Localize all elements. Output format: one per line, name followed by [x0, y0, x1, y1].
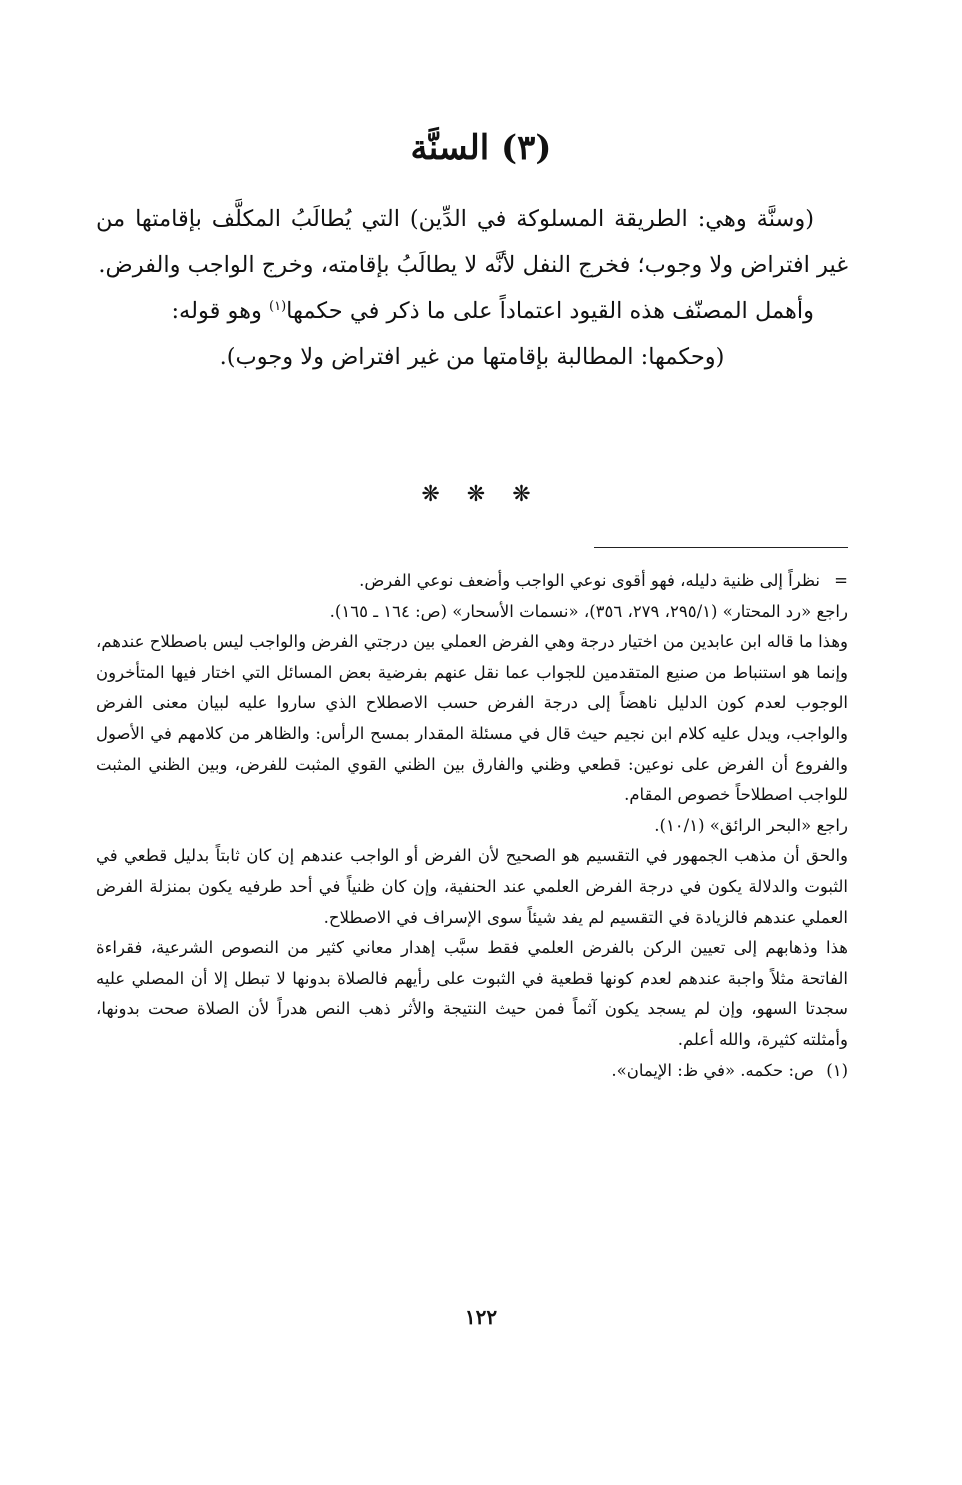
continuation-mark: =	[834, 571, 848, 590]
footnote-1-text: ص: حكمه. «في ظ: الإيمان».	[611, 1060, 814, 1080]
main-text	[96, 196, 848, 380]
footnote-line: راجع «البحر الرائق» (١٠/١).	[654, 815, 848, 835]
main-paragraph-3: (وحكمها: المطالبة بإقامتها من غير افتراض ولا وجوب).	[219, 344, 725, 370]
footnote-reference[interactable]: (١)	[269, 299, 287, 314]
paragraph-2-text: وأهمل المصنّف هذه القيود اعتماداً على ما ذكر في حكمها	[286, 298, 814, 324]
paragraph-2-tail: وهو قوله:	[171, 298, 269, 324]
footnotes	[96, 566, 848, 1086]
footnote-line: راجع «رد المحتار» (٢٩٥/١، ٢٧٩، ٣٥٦)، «نسمات الأسحار» (ص: ١٦٤ ـ ١٦٥).	[329, 601, 848, 621]
section-separator: ❋ ❋ ❋	[421, 482, 541, 507]
footnote-1-mark: (١)	[826, 1060, 848, 1080]
footnote-continuation	[96, 566, 848, 597]
page-number: ١٢٢	[464, 1305, 498, 1329]
footnote-line: نظراً إلى ظنية دليله، فهو أقوى نوعي الواجب وأضعف نوعي الفرض.	[359, 571, 820, 590]
section-heading: (٣) السنَّة	[410, 128, 552, 168]
footnote-rule	[594, 547, 848, 548]
footnote-line: هذا وذهابهم إلى تعيين الركن بالفرض العلمي فقط سبَّب إهدار معاني كثير من النصوص الشرعية، فقراءة الفاتحة مثلاً واجبة عندهم لعدم كونها قطعية في الثبوت على رأيهم فالصلاة بدونها لا تبطل إلا أن المصلي عليه سجدتا السهو، وإن لم يسجد يكون آثماً فمن حيث النتيجة والأثر ذهب النص هدراً لأن الصلاة صحت بدونها، وأمثلته كثيرة، والله أعلم.	[96, 938, 848, 1049]
main-paragraph-1: (وسنَّة وهي: الطريقة المسلوكة في الدِّين) التي يُطالَبُ المكلَّف بإقامتها من غير افتراض ولا وجوب؛ فخرج النفل لأنَّه لا يطالَبُ بإقامته، وخرج الواجب والفرض.	[96, 206, 848, 278]
main-paragraph-2	[96, 288, 848, 334]
footnote-line: والحق أن مذهب الجمهور في التقسيم هو الصحيح لأن الفرض أو الواجب عندهم إن كان ثابتاً بدليل قطعي في الثبوت والدلالة يكون في درجة الفرض العلمي عند الحنفية، وإن كان ظنياً في أحد طرفيه يكون بمنزلة الفرض العملي عندهم فالزيادة في التقسيم لم يفد شيئاً سوى الإسراف في الاصطلاح.	[96, 846, 848, 927]
footnote-line: وهذا ما قاله ابن عابدين من اختيار درجة وهي الفرض العملي بين درجتي الفرض والواجب ليس باصطلاح عندهم، وإنما هو استنباط من صنيع المتقدمين للجواب عما نقل عنهم بفرضية بعض المسائل التي اختار فيها المتأخرون الوجوب لعدم كون الدليل ناهضاً إلى درجة الفرض حسب الاصطلاح الذي ساروا عليه لبيان معنى الفرض والواجب، ويدل عليه كلام ابن نجيم حيث قال في مسئلة المقدار بمسح الرأس: والظاهر من كلامهم في الأصول والفروع أن الفرض على نوعين: قطعي وظني والفارق بين الظني القوي المثبت للفرض، وبين الظني المثبت للواجب اصطلاحاً خصوص المقام.	[96, 632, 848, 805]
footnote-1	[96, 1056, 848, 1087]
